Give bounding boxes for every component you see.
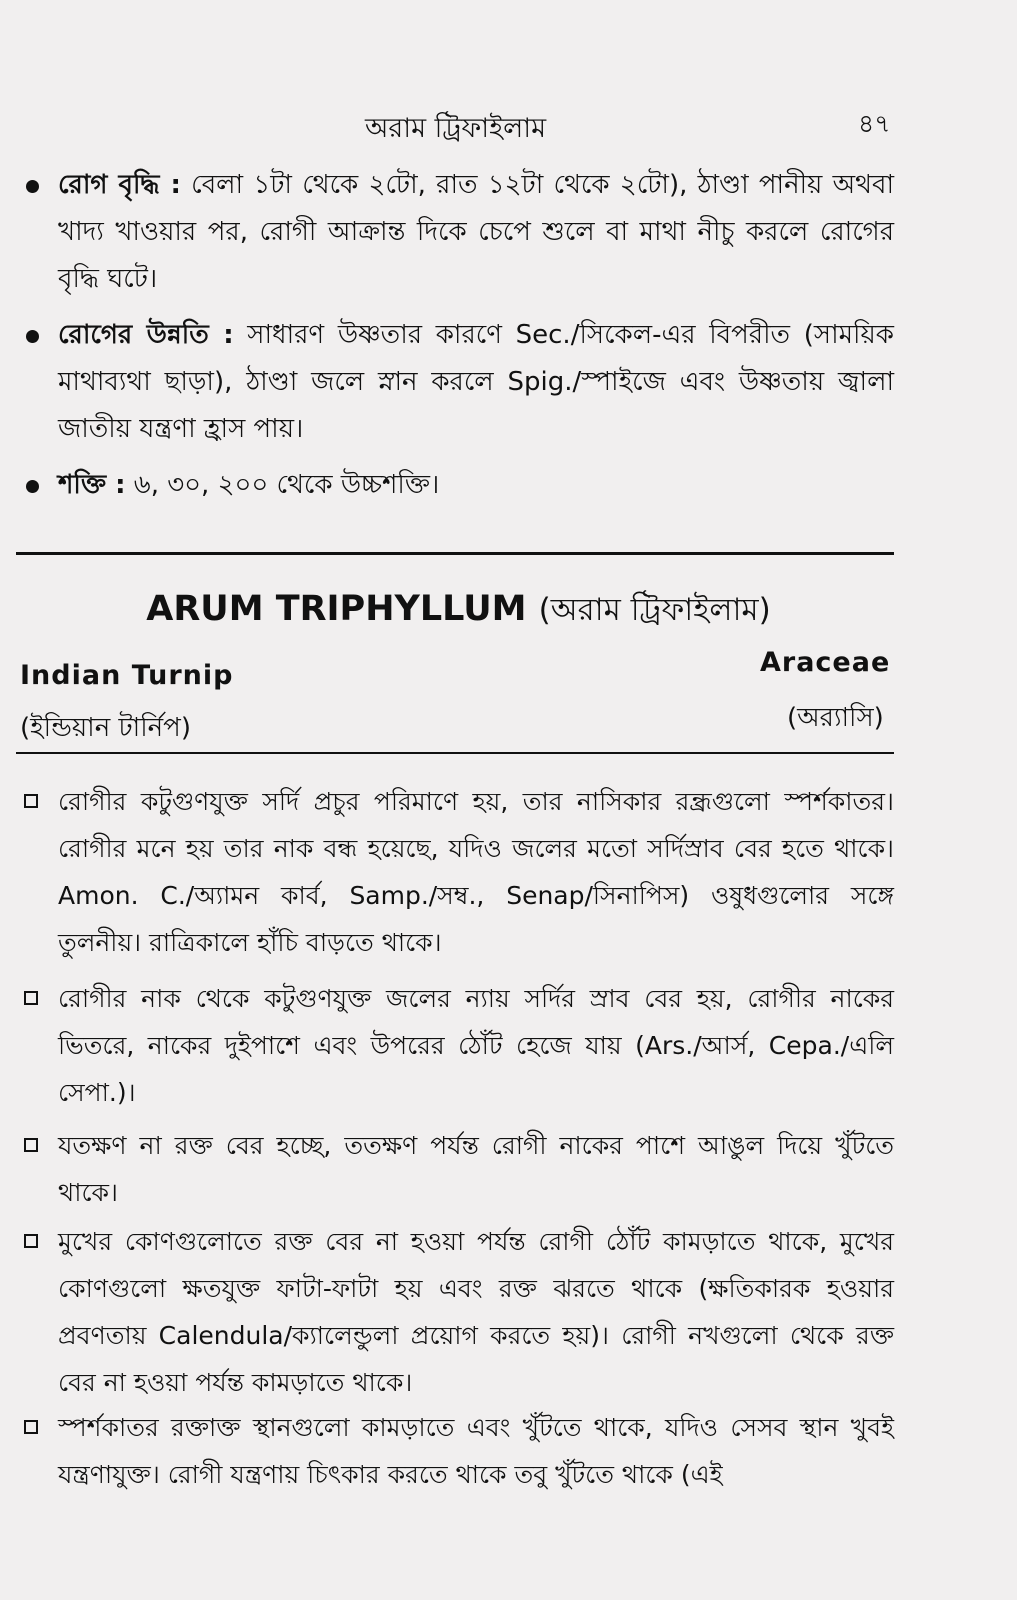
- checkbox-bullet-icon: [24, 1420, 38, 1434]
- bullet-dot: [26, 180, 39, 193]
- family-name-en: Araceae: [760, 647, 891, 678]
- section-divider-bottom: [16, 752, 894, 754]
- checkbox-bullet-icon: [24, 794, 38, 808]
- symptom-text: রোগীর নাক থেকে কটুগুণযুক্ত জলের ন্যায় সর্দির স্রাব বের হয়, রোগীর নাকের ভিতরে, নাকের দুইপাশে এবং উপরের ঠোঁট হেজে যায় (Ars./আর্স, Cepa./এলি সেপা.)।: [58, 984, 894, 1107]
- bullet-term: শক্তি :: [58, 470, 126, 500]
- bullet-amelioration: [58, 312, 894, 453]
- running-title: অরাম ট্রিফাইলাম: [365, 113, 547, 144]
- bullet-text: সাধারণ উষ্ণতার কারণে Sec./সিকেল-এর বিপরীত (সাময়িক মাথাব্যথা ছাড়া), ঠাণ্ডা জলে স্নান করলে Spig./স্পাইজে এবং উষ্ণতায় জ্বালা জাতীয় যন্ত্রণা হ্রাস পায়।: [58, 320, 894, 444]
- bullet-text: বেলা ১টা থেকে ২টো, রাত ১২টা থেকে ২টো), ঠাণ্ডা পানীয় অথবা খাদ্য খাওয়ার পর, রোগী আক্রান্ত দিকে চেপে শুলে বা মাথা নীচু করলে রোগের বৃদ্ধি ঘটে।: [58, 170, 894, 294]
- bullet-term: রোগের উন্নতি :: [58, 320, 234, 350]
- bullet-potency: [58, 462, 894, 509]
- symptom-item: [58, 778, 894, 966]
- symptom-item: [58, 1218, 894, 1406]
- entry-title-en: ARUM TRIPHYLLUM: [146, 589, 527, 629]
- bullet-term: রোগ বৃদ্ধি :: [58, 170, 181, 200]
- common-name-bn: (ইন্ডিয়ান টার্নিপ): [20, 713, 191, 743]
- symptom-item: [58, 975, 894, 1116]
- checkbox-bullet-icon: [24, 1138, 38, 1152]
- symptom-text: মুখের কোণগুলোতে রক্ত বের না হওয়া পর্যন্ত রোগী ঠোঁট কামড়াতে থাকে, মুখের কোণগুলো ক্ষতযুক্ত ফাটা-ফাটা হয় এবং রক্ত ঝরতে থাকে (ক্ষতিকারক হওয়ার প্রবণতায় Calendula/ক্যালেন্ডুলা প্রয়োগ করতে হয়)। রোগী নখগুলো থেকে রক্ত বের না হওয়া পর্যন্ত কামড়াতে থাকে।: [58, 1227, 894, 1397]
- bullet-text: ৬, ৩০, ২০০ থেকে উচ্চশক্তি।: [125, 470, 440, 500]
- family-name-bn: (অর‍্যাসি): [787, 703, 884, 733]
- checkbox-bullet-icon: [24, 991, 38, 1005]
- common-name-en: Indian Turnip: [20, 660, 234, 691]
- entry-title: [0, 586, 917, 638]
- symptom-item: [58, 1404, 894, 1498]
- symptom-text: রোগীর কটুগুণযুক্ত সর্দি প্রচুর পরিমাণে হয়, তার নাসিকার রন্ধ্রগুলো স্পর্শকাতর। রোগীর মনে হয় তার নাক বন্ধ হয়েছে, যদিও জলের মতো সর্দিস্রাব বের হতে থাকে। Amon. C./অ্যামন কার্ব, Samp./সম্ব., Senap/সিনাপিস) ওষুধগুলোর সঙ্গে তুলনীয়। রাত্রিকালে হাঁচি বাড়তে থাকে।: [58, 787, 894, 957]
- entry-title-bn: (অরাম ট্রিফাইলাম): [538, 592, 771, 628]
- page-number: ৪৭: [858, 109, 891, 138]
- running-head: [0, 104, 1017, 144]
- bullet-dot: [26, 330, 39, 343]
- bullet-dot: [26, 480, 39, 493]
- symptom-text: যতক্ষণ না রক্ত বের হচ্ছে, ততক্ষণ পর্যন্ত রোগী নাকের পাশে আঙুল দিয়ে খুঁটতে থাকে।: [58, 1131, 894, 1207]
- symptom-item: [58, 1122, 894, 1216]
- section-divider-top: [16, 552, 894, 555]
- symptom-text: স্পর্শকাতর রক্তাক্ত স্থানগুলো কামড়াতে এবং খুঁটতে থাকে, যদিও সেসব স্থান খুবই যন্ত্রণাযুক্ত। রোগী যন্ত্রণায় চিৎকার করতে থাকে তবু খুঁটতে থাকে (এই: [58, 1413, 894, 1489]
- bullet-aggravation: [58, 162, 894, 303]
- checkbox-bullet-icon: [24, 1234, 38, 1248]
